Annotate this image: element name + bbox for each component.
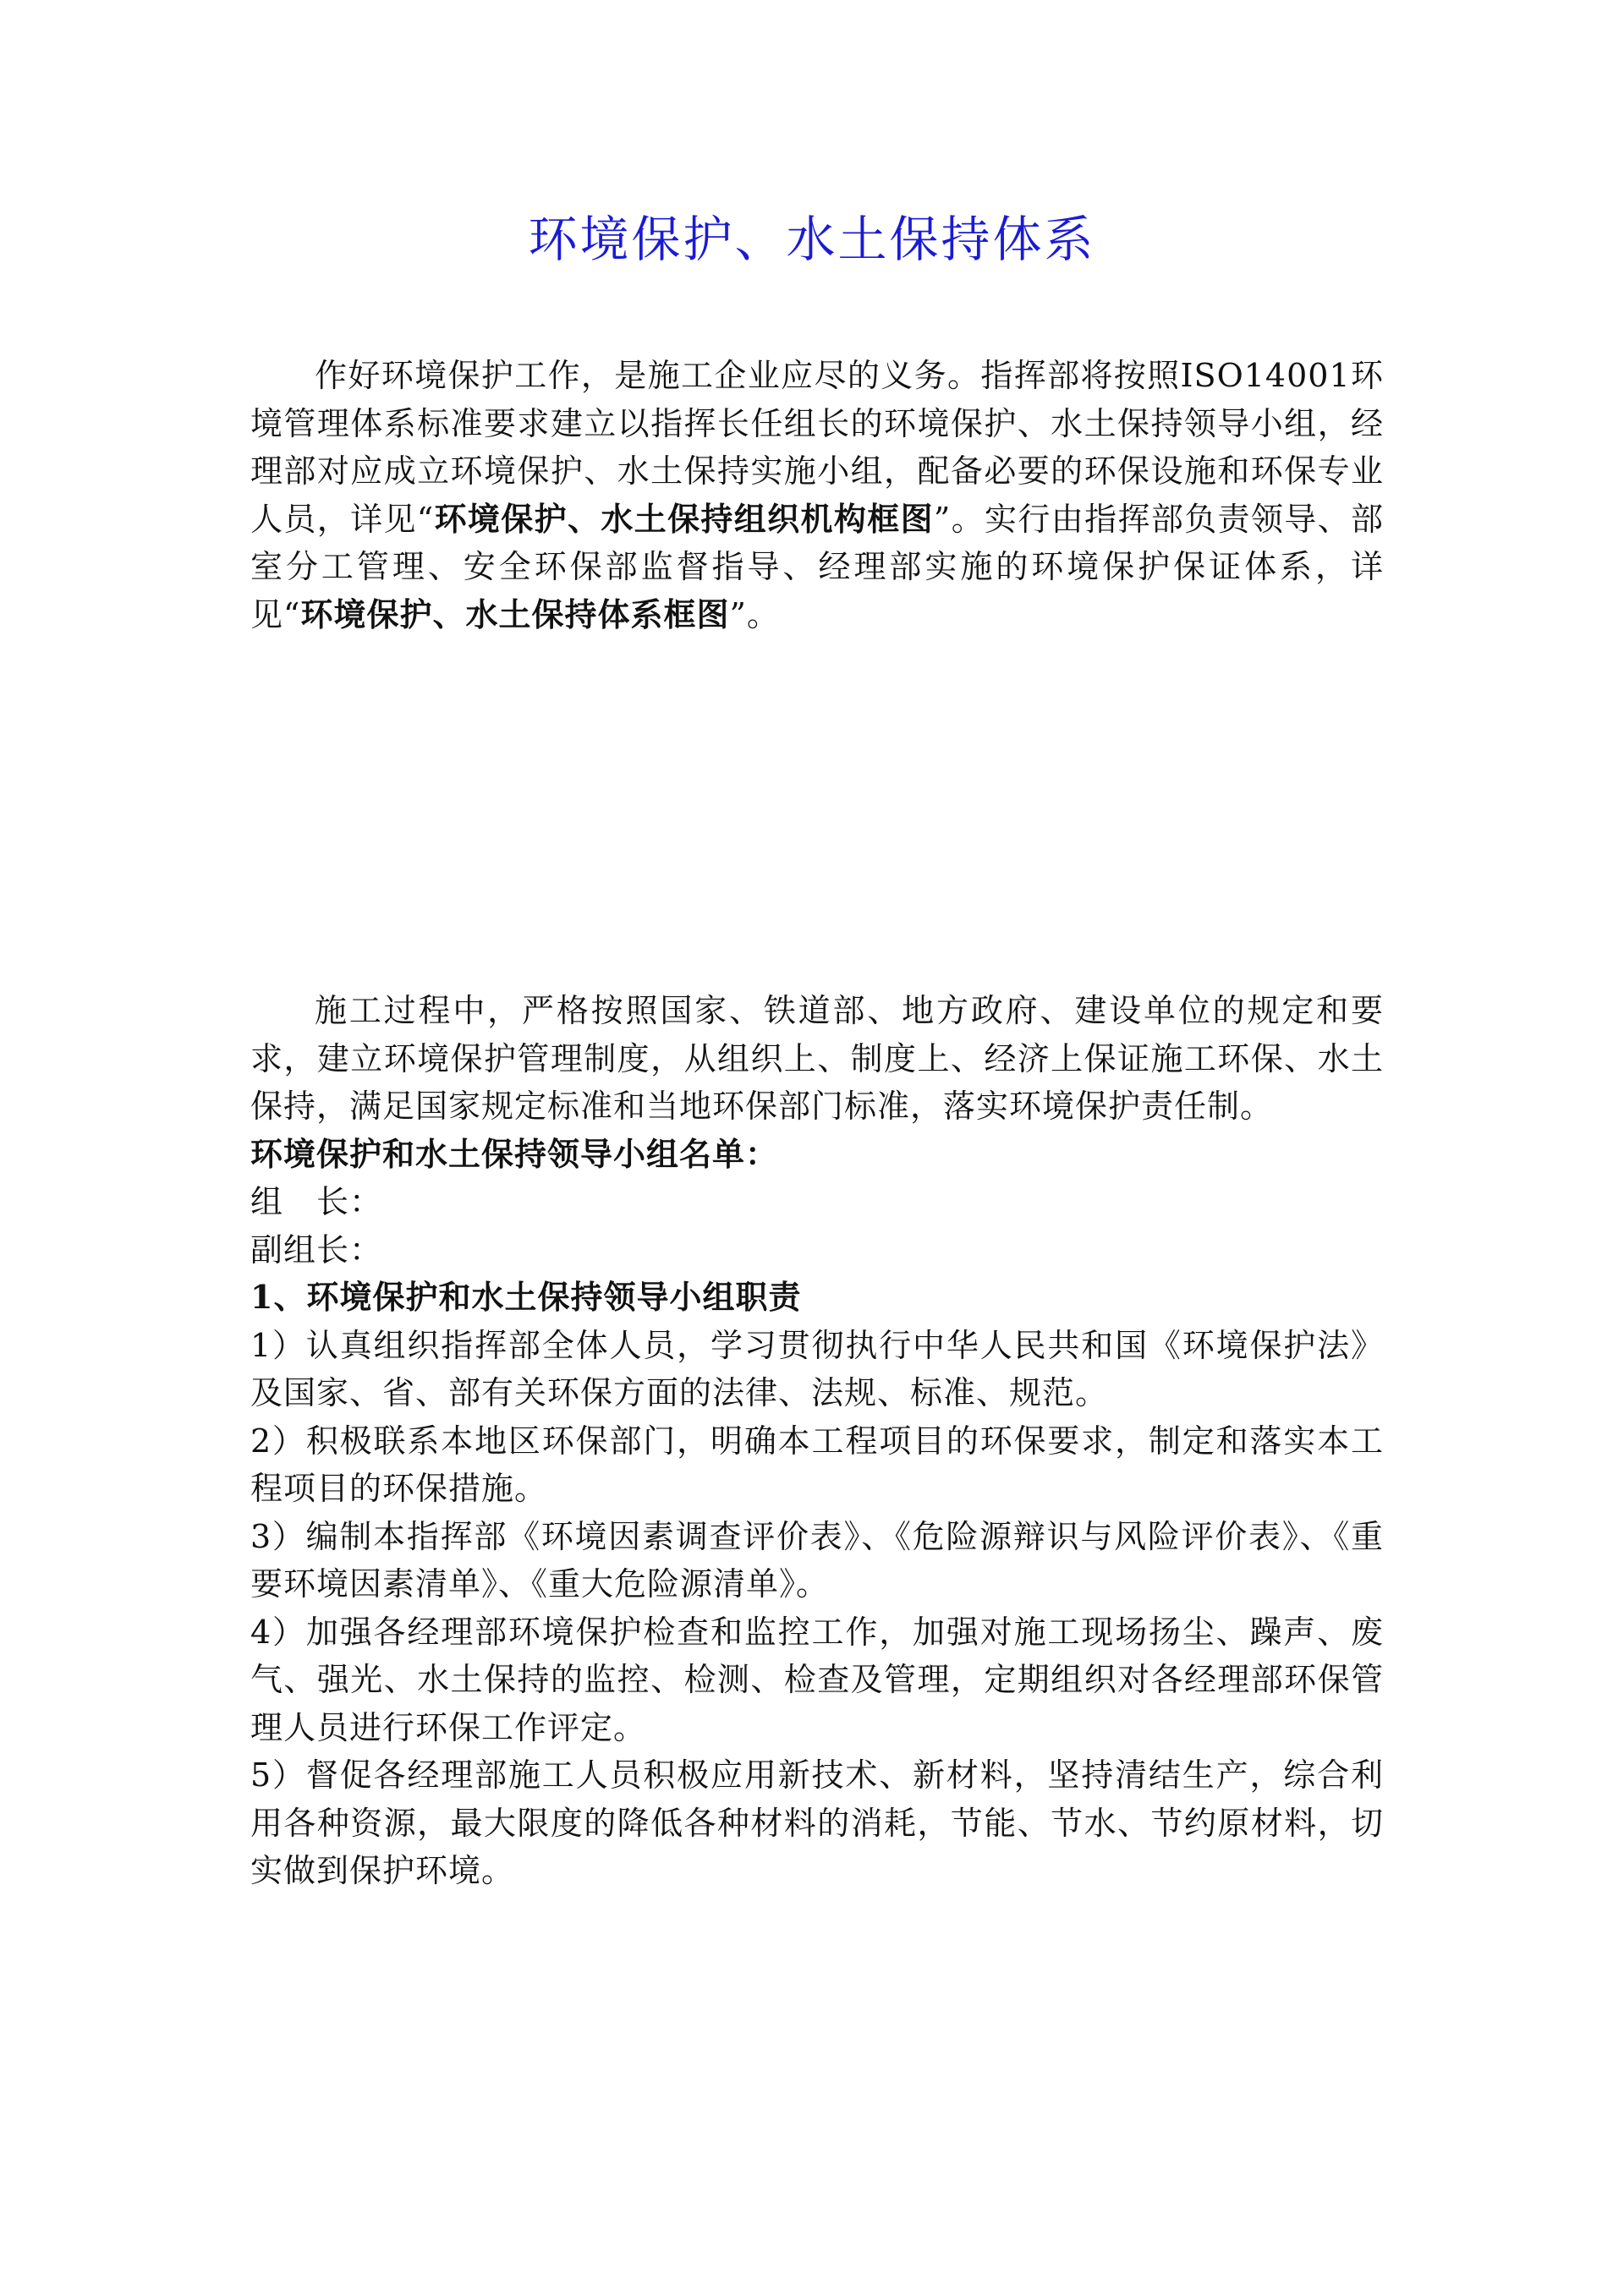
intro-text-b: ”。实行由指挥部负责领导、部室分工管理、安全环保部监督指导、经理部实施的环境保护保证体系，详见“: [250, 500, 1384, 633]
construction-paragraph: 施工过程中，严格按照国家、铁道部、地方政府、建设单位的规定和要求，建立环境保护管理制度，从组织上、制度上、经济上保证施工环保、水土保持，满足国家规定标准和当地环保部门标准，落实环境保护责任制。: [250, 992, 1384, 1125]
system-chart-reference: 环境保护、水土保持体系框图: [300, 595, 730, 633]
page-title: 环境保护、水土保持体系: [528, 211, 1096, 268]
leaders-heading: 环境保护和水土保持领导小组名单：: [250, 1134, 779, 1173]
intro-text-a: 作好环境保护工作，是施工企业应尽的义务。指挥部将按照ISO14001环境管理体系标准要求建立以指挥长任组长的环境保护、水土保持领导小组，经理部对应成立环境保护、水土保持实施小组，配备必要的环保设施和环保专业人员，详见“: [250, 357, 1384, 538]
duty-item: 5）督促各经理部施工人员积极应用新技术、新材料，坚持清结生产，综合利用各种资源，最大限度的降低各种材料的消耗，节能、节水、节约原材料，切实做到保护环境。: [250, 1756, 1384, 1889]
duty-item: 2）积极联系本地区环保部门，明确本工程项目的环保要求，制定和落实本工程项目的环保措施。: [250, 1422, 1384, 1507]
intro-paragraph: [250, 352, 1384, 638]
duty-item: 1）认真组织指挥部全体人员，学习贯彻执行中华人民共和国《环境保护法》及国家、省、部有关环保方面的法律、法规、标准、规范。: [250, 1326, 1384, 1411]
org-chart-reference: 环境保护、水土保持组织机构框图: [434, 499, 934, 538]
leader-label: 组 长：: [250, 1183, 383, 1220]
duty-item: 4）加强各经理部环境保护检查和监控工作，加强对施工现场扬尘、躁声、废气、强光、水土保持的监控、检测、检查及管理，定期组织对各经理部环保管理人员进行环保工作评定。: [250, 1613, 1384, 1746]
intro-text-c: ”。: [729, 595, 780, 633]
intro-section: [250, 352, 1384, 638]
main-section: [250, 987, 1384, 1895]
duty-item: 3）编制本指挥部《环境因素调查评价表》、《危险源辩识与风险评价表》、《重要环境因素清单》、《重大危险源清单》。: [250, 1517, 1384, 1603]
section-heading: 1、环境保护和水土保持领导小组职责: [250, 1278, 802, 1316]
deputy-leader-label: 副组长：: [250, 1230, 383, 1269]
